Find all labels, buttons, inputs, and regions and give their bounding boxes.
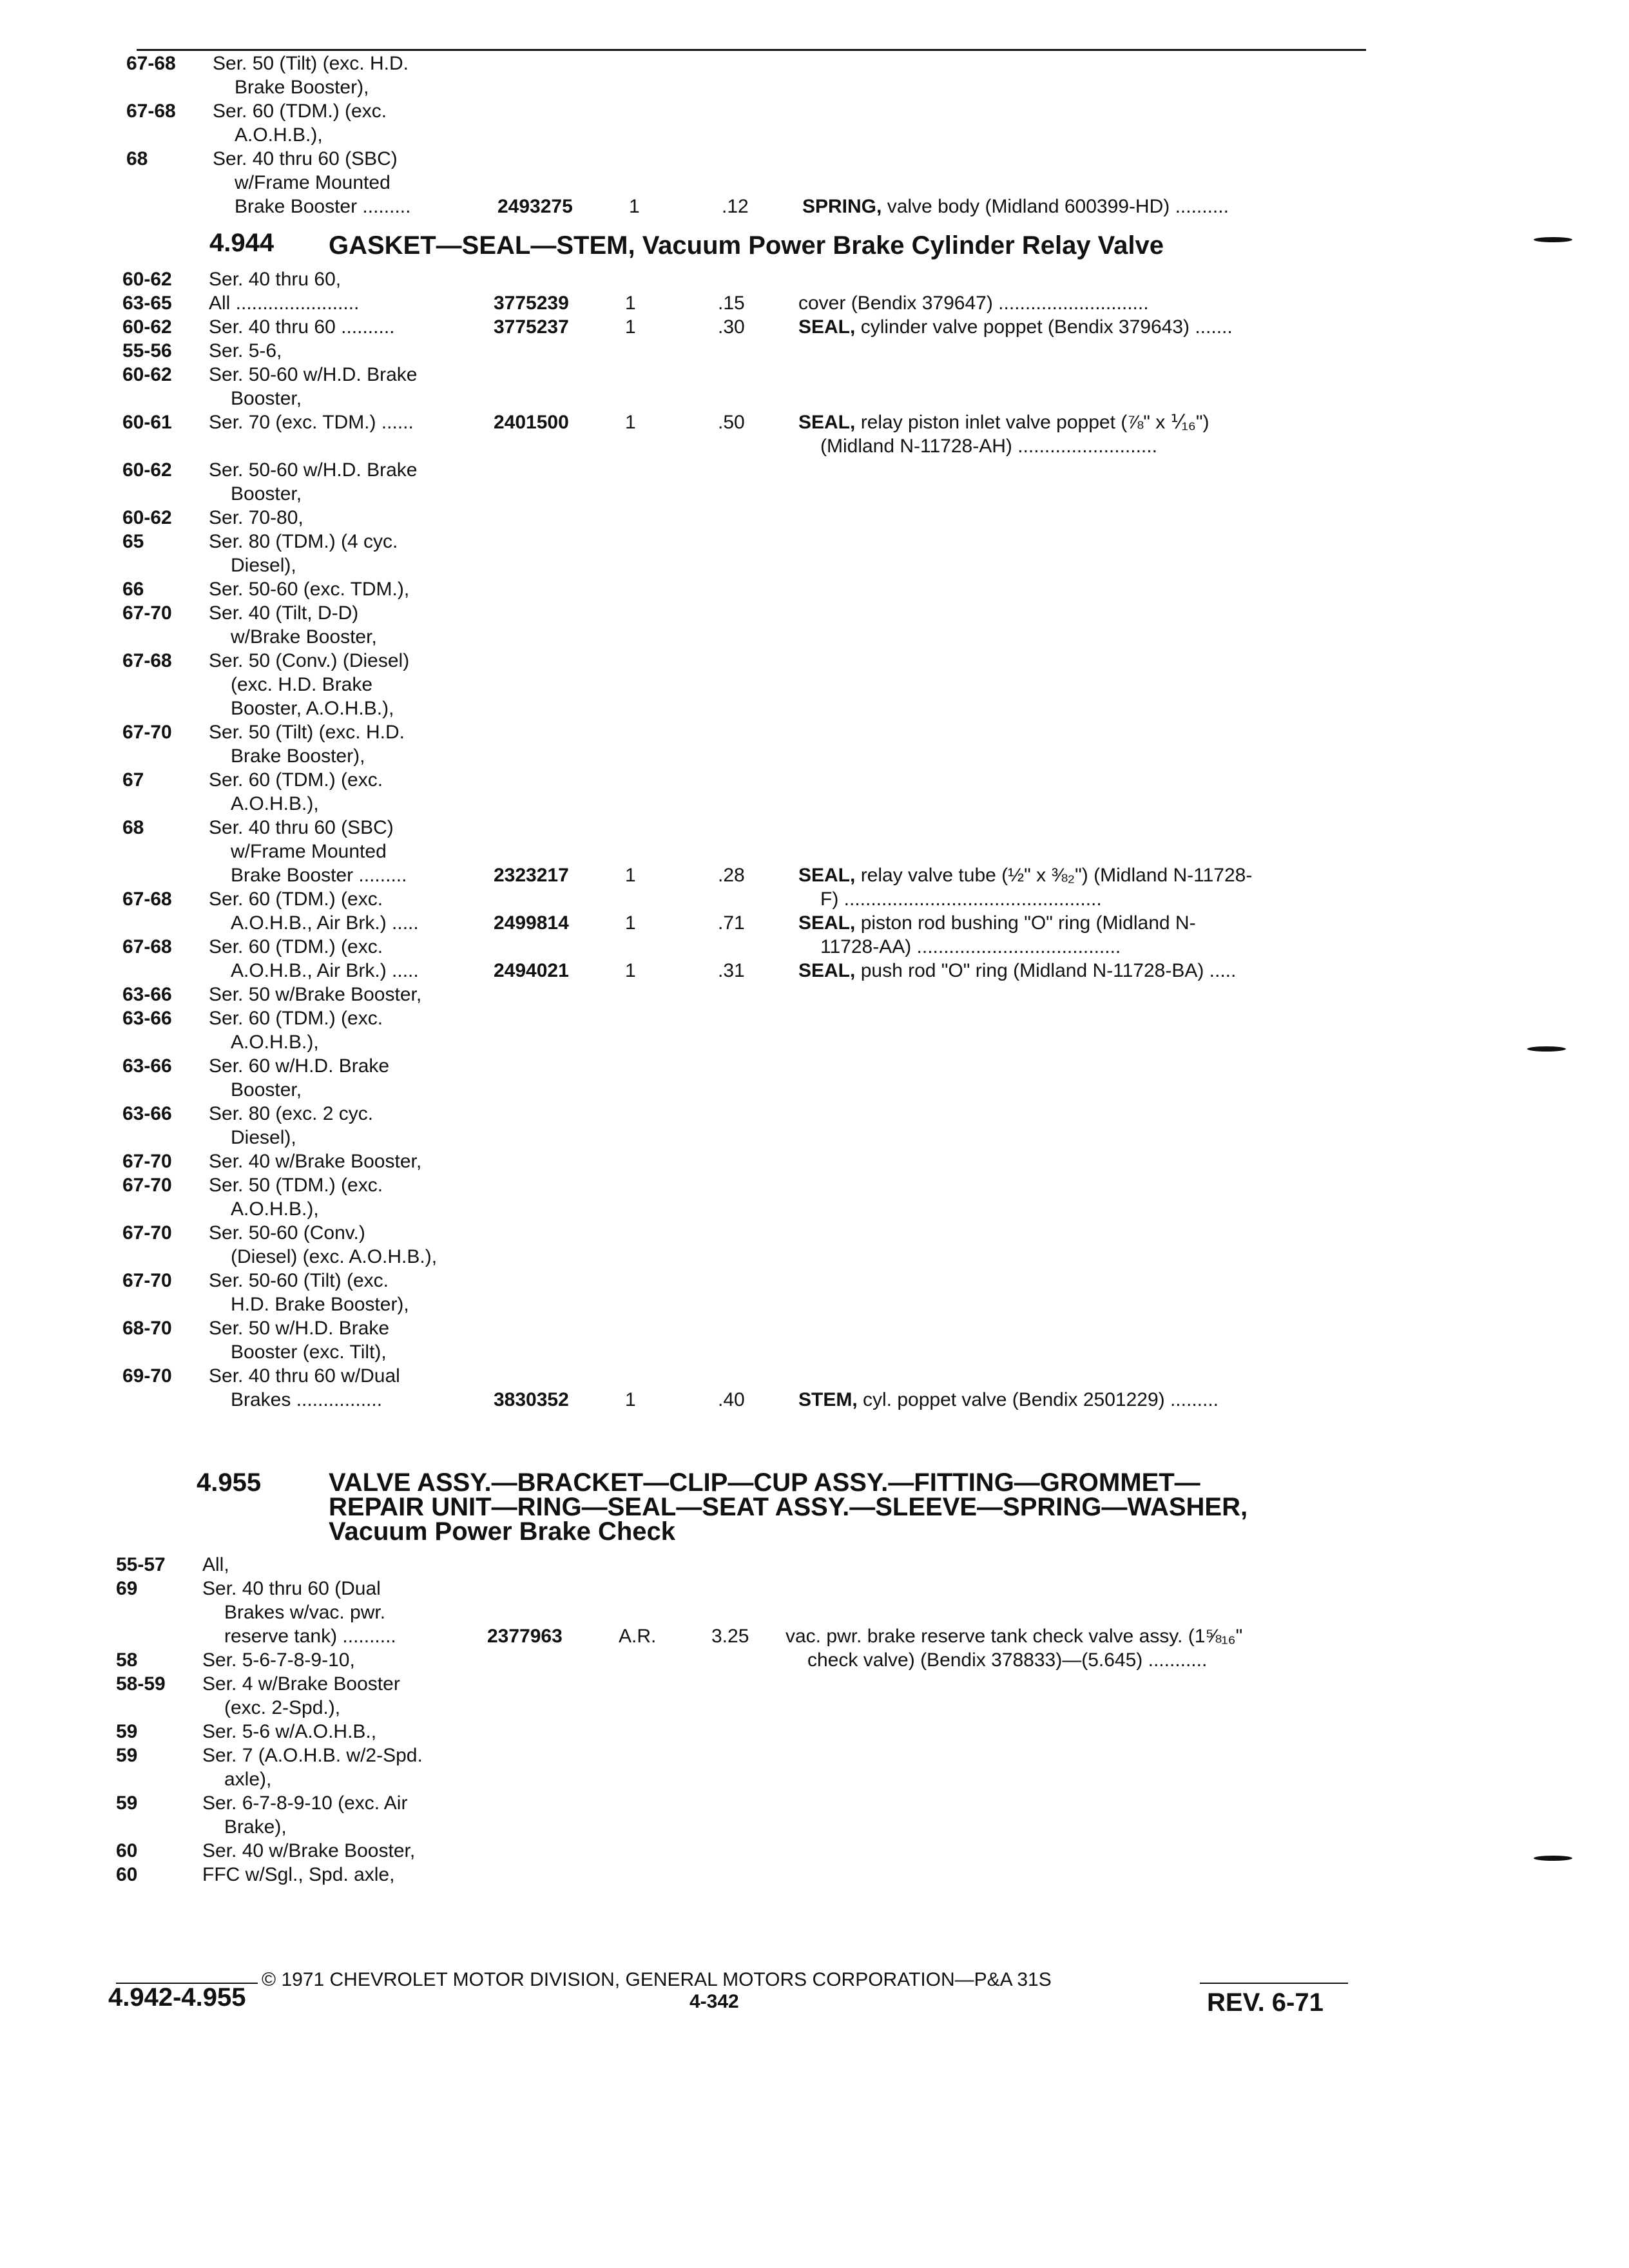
application: Ser. 80 (exc. 2 cyc. Diesel), (209, 1103, 374, 1148)
model-years: 68 (126, 148, 148, 169)
section-title: GASKET—SEAL—STEM, Vacuum Power Brake Cylinder Relay Valve (329, 231, 1164, 260)
description: cover (Bendix 379647) ............................ (798, 293, 1149, 314)
application: Ser. 50-60 (exc. TDM.), (209, 579, 410, 600)
footer-rule-right (1200, 1983, 1348, 1984)
model-years: 63-66 (122, 1008, 172, 1029)
binder-mark (1534, 1856, 1572, 1861)
model-years: 67-68 (126, 53, 176, 74)
model-years: 63-66 (122, 1055, 172, 1077)
price: .12 (722, 196, 749, 217)
quantity: 1 (629, 196, 640, 217)
section-title-line2: REPAIR UNIT—RING—SEAL—SEAT ASSY.—SLEEVE—SPRING—WASHER, (329, 1493, 1248, 1521)
application: All, (202, 1554, 229, 1575)
description: SEAL, relay valve tube (½" x ⅜₂") (Midland N-11728- F) ................................................ (798, 865, 1253, 910)
model-years: 67-68 (122, 650, 172, 671)
application: Ser. 50 (Conv.) (Diesel) (exc. H.D. Brake Booster, A.O.H.B.), (209, 650, 410, 719)
model-years: 67-70 (122, 602, 172, 624)
quantity: 1 (625, 912, 636, 934)
model-years: 60 (116, 1864, 138, 1885)
model-years: 67-68 (126, 101, 176, 122)
model-years: 63-66 (122, 984, 172, 1005)
application: Ser. 60 (TDM.) (exc. A.O.H.B., Air Brk.) ..... (209, 936, 419, 981)
quantity: 1 (625, 412, 636, 433)
section-number: 4.944 (209, 229, 275, 257)
application: Ser. 5-6-7-8-9-10, (202, 1649, 355, 1671)
model-years: 67-70 (122, 1151, 172, 1172)
application: Ser. 4 w/Brake Booster (exc. 2-Spd.), (202, 1673, 400, 1718)
application: FFC w/Sgl., Spd. axle, (202, 1864, 395, 1885)
description: SPRING, valve body (Midland 600399-HD) .......... (802, 196, 1229, 217)
quantity: A.R. (619, 1626, 657, 1647)
part-number: 3775239 (494, 293, 569, 314)
model-years: 68 (122, 817, 144, 838)
application: Ser. 70 (exc. TDM.) ...... (209, 412, 414, 433)
application: Ser. 70-80, (209, 507, 304, 528)
price: 3.25 (711, 1626, 749, 1647)
model-years: 59 (116, 1745, 138, 1766)
application: Ser. 50 (Tilt) (exc. H.D. Brake Booster), (209, 722, 405, 767)
price: .30 (718, 316, 745, 338)
application: Ser. 40 thru 60 (SBC) w/Frame Mounted Brake Booster ......... (209, 817, 407, 886)
application: Ser. 80 (TDM.) (4 cyc. Diesel), (209, 531, 398, 576)
quantity: 1 (625, 1389, 636, 1410)
application: Ser. 50 (Tilt) (exc. H.D. Brake Booster), (213, 53, 409, 98)
application: Ser. 5-6 w/A.O.H.B., (202, 1721, 377, 1742)
revision: REV. 6-71 (1207, 1988, 1324, 2017)
application: Ser. 5-6, (209, 340, 282, 361)
quantity: 1 (625, 865, 636, 886)
model-years: 58 (116, 1649, 138, 1671)
model-years: 59 (116, 1792, 138, 1814)
binder-mark (1527, 1046, 1566, 1052)
application: Ser. 50-60 w/H.D. Brake Booster, (209, 364, 418, 409)
model-years: 60-62 (122, 269, 172, 290)
application: Ser. 40 thru 60 w/Dual Brakes ................ (209, 1365, 400, 1410)
model-years: 55-57 (116, 1554, 166, 1575)
description: SEAL, relay piston inlet valve poppet (⅞" x ⅟₁₆") (Midland N-11728-AH) .......................... (798, 412, 1210, 457)
model-years: 69-70 (122, 1365, 172, 1387)
part-number: 3830352 (494, 1389, 569, 1410)
application: Ser. 7 (A.O.H.B. w/2-Spd. axle), (202, 1745, 423, 1790)
description: SEAL, cylinder valve poppet (Bendix 379643) ....... (798, 316, 1233, 338)
model-years: 63-66 (122, 1103, 172, 1124)
quantity: 1 (625, 316, 636, 338)
section-range: 4.942-4.955 (108, 1983, 246, 2012)
application: Ser. 60 (TDM.) (exc. A.O.H.B.), (209, 769, 383, 814)
description: SEAL, push rod "O" ring (Midland N-11728-BA) ..... (798, 960, 1237, 981)
model-years: 67-70 (122, 1175, 172, 1196)
price: .15 (718, 293, 745, 314)
quantity: 1 (625, 293, 636, 314)
model-years: 67-70 (122, 1222, 172, 1244)
application: Ser. 60 w/H.D. Brake Booster, (209, 1055, 390, 1100)
application: Ser. 50 (TDM.) (exc. A.O.H.B.), (209, 1175, 383, 1220)
section-title-line1: VALVE ASSY.—BRACKET—CLIP—CUP ASSY.—FITTING—GROMMET— (329, 1468, 1200, 1497)
price: .28 (718, 865, 745, 886)
top-rule (137, 49, 1366, 51)
model-years: 59 (116, 1721, 138, 1742)
model-years: 67-68 (122, 936, 172, 957)
model-years: 60-62 (122, 459, 172, 481)
application: Ser. 6-7-8-9-10 (exc. Air Brake), (202, 1792, 408, 1838)
application: Ser. 40 (Tilt, D-D) w/Brake Booster, (209, 602, 377, 648)
description: SEAL, piston rod bushing "O" ring (Midland N- 11728-AA) ...................................... (798, 912, 1196, 957)
part-number: 2494021 (494, 960, 569, 981)
model-years: 66 (122, 579, 144, 600)
model-years: 60-62 (122, 364, 172, 385)
part-number: 2323217 (494, 865, 569, 886)
application: Ser. 50-60 (Tilt) (exc. H.D. Brake Booster), (209, 1270, 409, 1315)
application: Ser. 40 thru 60 (SBC) w/Frame Mounted Brake Booster ......... (213, 148, 411, 217)
application: Ser. 50-60 (Conv.) (Diesel) (exc. A.O.H.B.), (209, 1222, 438, 1267)
part-number: 2499814 (494, 912, 569, 934)
application: Ser. 50 w/Brake Booster, (209, 984, 422, 1005)
price: .40 (718, 1389, 745, 1410)
application: All ....................... (209, 293, 360, 314)
model-years: 68-70 (122, 1318, 172, 1339)
application: Ser. 50-60 w/H.D. Brake Booster, (209, 459, 418, 505)
application: Ser. 50 w/H.D. Brake Booster (exc. Tilt), (209, 1318, 390, 1363)
model-years: 69 (116, 1578, 138, 1599)
model-years: 67-70 (122, 722, 172, 743)
part-number: 2493275 (497, 196, 573, 217)
model-years: 58-59 (116, 1673, 166, 1695)
part-number: 2401500 (494, 412, 569, 433)
application: Ser. 40 w/Brake Booster, (209, 1151, 422, 1172)
model-years: 60-62 (122, 316, 172, 338)
application: Ser. 60 (TDM.) (exc. A.O.H.B., Air Brk.) ..... (209, 889, 419, 934)
binder-mark (1534, 237, 1572, 242)
page-number: 4-342 (689, 1991, 739, 2012)
description: vac. pwr. brake reserve tank check valve assy. (1⅝₁₆" check valve) (Bendix 378833)—(5.645) ........... (786, 1626, 1243, 1671)
application: Ser. 40 thru 60 .......... (209, 316, 395, 338)
price: .50 (718, 412, 745, 433)
application: Ser. 40 thru 60, (209, 269, 342, 290)
application: Ser. 60 (TDM.) (exc. A.O.H.B.), (213, 101, 387, 146)
section-number: 4.955 (197, 1468, 262, 1497)
part-number: 2377963 (487, 1626, 563, 1647)
application: Ser. 60 (TDM.) (exc. A.O.H.B.), (209, 1008, 383, 1053)
description: STEM, cyl. poppet valve (Bendix 2501229) ......... (798, 1389, 1219, 1410)
model-years: 67-70 (122, 1270, 172, 1291)
model-years: 60-62 (122, 507, 172, 528)
model-years: 67 (122, 769, 144, 791)
price: .71 (718, 912, 745, 934)
application: Ser. 40 w/Brake Booster, (202, 1840, 416, 1861)
model-years: 55-56 (122, 340, 172, 361)
quantity: 1 (625, 960, 636, 981)
price: .31 (718, 960, 745, 981)
model-years: 67-68 (122, 889, 172, 910)
model-years: 60 (116, 1840, 138, 1861)
section-title-line3: Vacuum Power Brake Check (329, 1517, 676, 1546)
model-years: 65 (122, 531, 144, 552)
application: Ser. 40 thru 60 (Dual Brakes w/vac. pwr. reserve tank) .......... (202, 1578, 396, 1647)
part-number: 3775237 (494, 316, 569, 338)
copyright: © 1971 CHEVROLET MOTOR DIVISION, GENERAL MOTORS CORPORATION—P&A 31S (262, 1969, 1052, 1990)
model-years: 63-65 (122, 293, 172, 314)
model-years: 60-61 (122, 412, 172, 433)
